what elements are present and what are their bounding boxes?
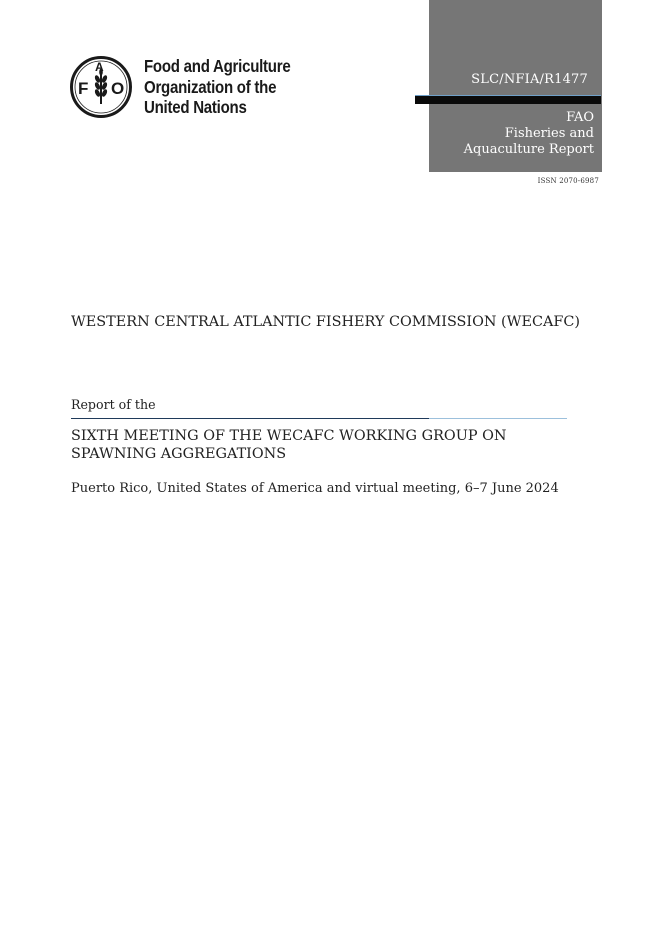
logo-line-2: Organization of the	[144, 76, 277, 97]
series-name	[464, 110, 594, 158]
meeting-title	[71, 428, 571, 463]
commission-name: WESTERN CENTRAL ATLANTIC FISHERY COMMISSION (WECAFC)	[71, 314, 580, 330]
header-divider-bar	[415, 95, 601, 104]
series-code: SLC/NFIA/R1477	[471, 72, 588, 87]
emblem-letter-a: A	[95, 60, 104, 74]
fao-emblem-icon	[70, 54, 132, 120]
fao-logo-wordmark	[144, 56, 290, 118]
title-rule	[71, 418, 429, 419]
report-of-label: Report of the	[71, 397, 156, 412]
emblem-letter-f: F	[78, 79, 89, 98]
series-name-line-1: FAO	[566, 110, 594, 125]
emblem-letter-o: O	[111, 79, 125, 98]
title-rule-accent	[429, 418, 567, 419]
meeting-title-line-2: SPAWNING AGGREGATIONS	[71, 445, 287, 462]
series-name-line-2: Fisheries and	[504, 126, 594, 141]
logo-line-1: Food and Agriculture	[144, 56, 291, 77]
meeting-title-line-1: SIXTH MEETING OF THE WECAFC WORKING GROUP ON	[71, 428, 507, 444]
series-header-box	[429, 0, 602, 172]
issn-number: ISSN 2070-6987	[537, 177, 599, 185]
header-divider-accent	[415, 95, 601, 96]
series-name-line-3: Aquaculture Report	[463, 142, 594, 157]
meeting-place-date: Puerto Rico, United States of America and virtual meeting, 6–7 June 2024	[71, 481, 559, 496]
fao-logo	[70, 54, 302, 120]
logo-line-3: United Nations	[144, 97, 247, 118]
